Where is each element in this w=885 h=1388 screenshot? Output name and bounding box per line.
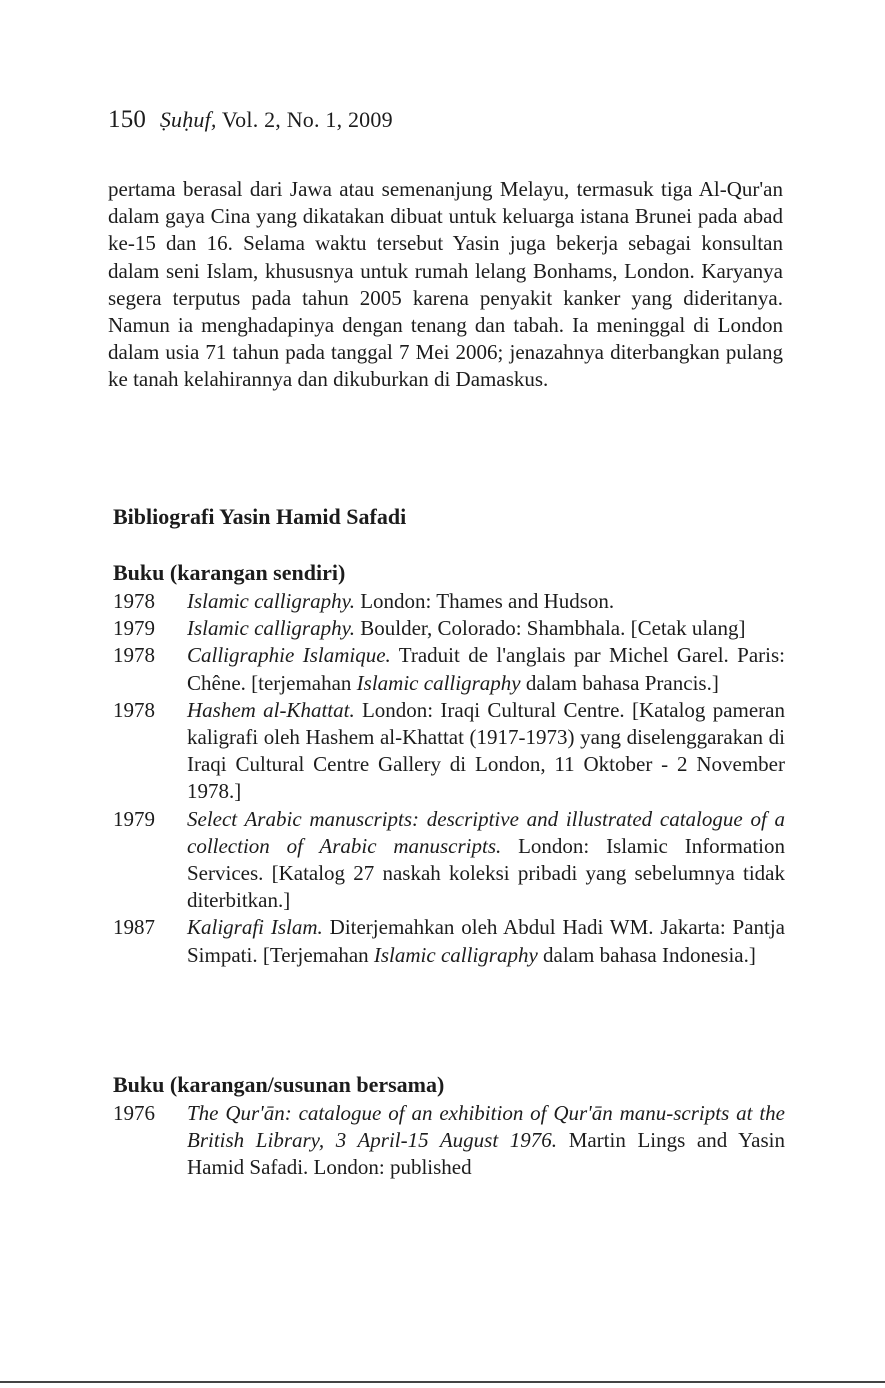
bib-details: Diterjemahkan oleh Abdul Hadi WM. Jakarta: Pantja Simpati. [Terjemahan xyxy=(187,915,786,967)
bib-details: London: Iraqi Cultural Centre. [Katalog pameran kaligrafi oleh Hashem al-Khattat (1917-1973) yang diselenggarakan di Iraqi Cultural Centre Gallery di London, 11 Oktober - 2 November 1978.] xyxy=(187,697,785,804)
bib-text xyxy=(187,642,785,696)
bib-title: Islamic calligraphy. xyxy=(187,589,355,613)
bib-title: Select Arabic manuscripts: descriptive and illustrated catalogue of a collection of Arabic manuscripts. xyxy=(187,806,785,858)
bib-details: Martin Lings and Yasin Hamid Safadi. London: published xyxy=(187,1128,785,1180)
bib-entry xyxy=(113,615,785,642)
bib-text xyxy=(187,1100,785,1182)
bib-details: Boulder, Colorado: Shambhala. [Cetak ulang] xyxy=(354,616,746,641)
journal-name: Ṣuḥuf, xyxy=(159,107,217,132)
section-heading-joint-books: Buku (karangan/susunan bersama) xyxy=(113,1072,445,1097)
body-paragraph: pertama berasal dari Jawa atau semenanjung Melayu, termasuk tiga Al-Qur'an dalam gaya Cina yang dikatakan dibuat untuk keluarga istana Brunei pada abad ke-15 dan 16. Selama waktu tersebut Yasin juga bekerja sebagai konsultan dalam seni Islam, khususnya untuk rumah lelang Bonhams, London. Karyanya segera terputus pada tahun 2005 karena penyakit kanker yang dideritanya. Namun ia menghadapinya dengan tenang dan tabah. Ia meninggal di London dalam usia 71 tahun pada tanggal 7 Mei 2006; jenazahnya diterbangkan pulang ke tanah kelahirannya dan dikuburkan di Damaskus. xyxy=(108,177,783,392)
bib-year: 1987 xyxy=(113,915,155,940)
bib-year: 1978 xyxy=(113,697,155,722)
bibliography-title: Bibliografi Yasin Hamid Safadi xyxy=(113,504,407,529)
bib-title: The Qur'ān: catalogue of an exhibition of Qur'ān manu-scripts at the British Library, 3 April-15 August 1976. xyxy=(187,1101,785,1153)
bib-text xyxy=(187,806,785,915)
bib-year: 1978 xyxy=(113,589,155,613)
page-number: 150 xyxy=(108,106,147,133)
bib-text xyxy=(187,914,785,968)
bib-title: Kaligrafi Islam. xyxy=(187,915,323,940)
bib-entry xyxy=(113,642,785,696)
bib-text xyxy=(187,615,785,642)
bib-title: Hashem al-Khattat. xyxy=(187,697,355,722)
bib-title: Islamic calligraphy. xyxy=(187,616,355,641)
bib-title-secondary: Islamic calligraphy xyxy=(356,670,521,695)
bib-details: Traduit de l'anglais par Michel Garel. Paris: Chêne. [terjemahan xyxy=(187,643,785,695)
bib-details: London: Islamic Information Services. [Katalog 27 naskah koleksi pribadi yang sebelumnya tidak diterbitkan.] xyxy=(187,833,785,913)
bib-year: 1976 xyxy=(113,1101,155,1125)
scan-edge-line xyxy=(0,1381,885,1383)
bib-entry xyxy=(113,806,785,915)
running-header xyxy=(108,106,393,134)
bib-title-secondary: Islamic calligraphy xyxy=(373,942,538,967)
bibliography-list-joint-books xyxy=(113,1100,785,1182)
bib-entry xyxy=(113,697,785,806)
volume-info: Vol. 2, No. 1, 2009 xyxy=(216,107,393,132)
bib-text xyxy=(187,588,785,615)
section-heading-own-books: Buku (karangan sendiri) xyxy=(113,560,346,585)
bib-title: Calligraphie Islamique. xyxy=(187,643,391,668)
bib-details-end: dalam bahasa Indonesia.] xyxy=(537,942,756,967)
bib-year: 1978 xyxy=(113,643,155,668)
bib-year: 1979 xyxy=(113,806,155,831)
bib-details-end: dalam bahasa Prancis.] xyxy=(520,670,719,695)
bib-entry xyxy=(113,588,785,615)
bib-details: London: Thames and Hudson. xyxy=(354,589,615,613)
bibliography-list-own-books xyxy=(113,588,785,969)
bib-entry xyxy=(113,1100,785,1182)
bib-text xyxy=(187,697,785,806)
bib-year: 1979 xyxy=(113,616,155,641)
bib-entry xyxy=(113,914,785,968)
